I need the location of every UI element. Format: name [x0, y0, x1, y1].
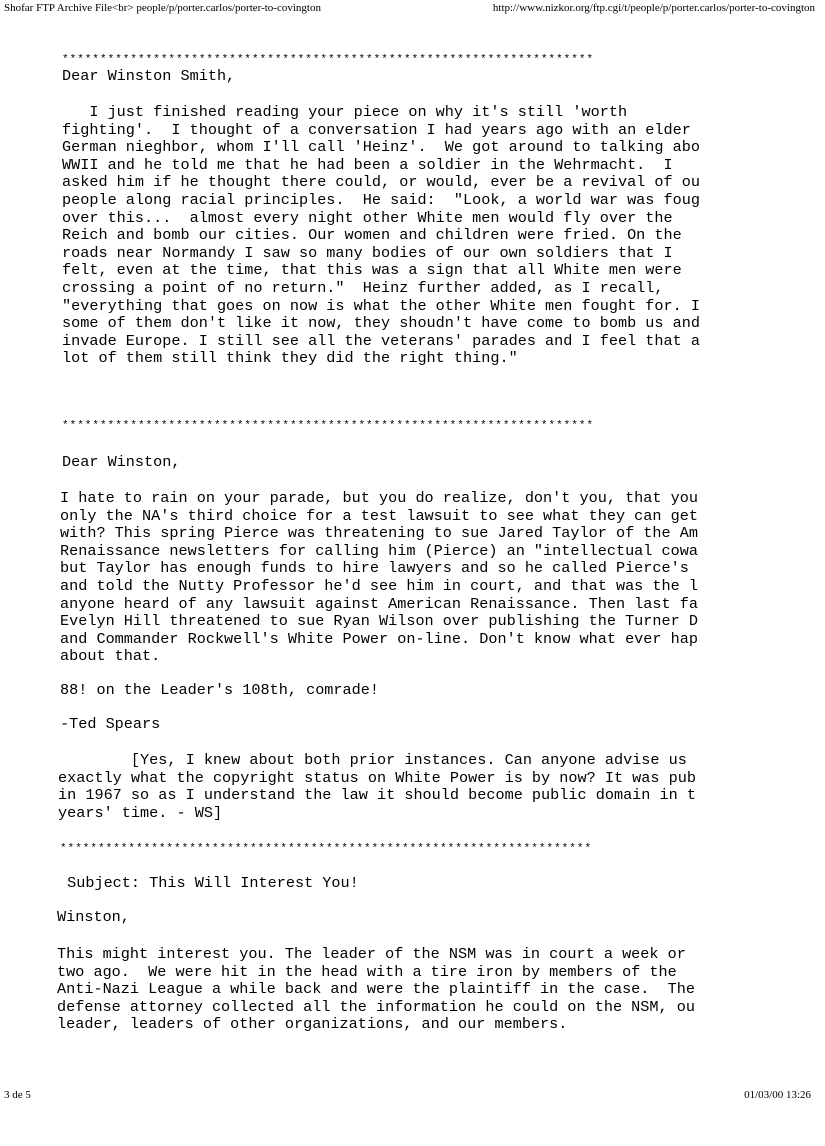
letter1-line: invade Europe. I still see all the veterans' parades and I feel that a: [62, 331, 700, 350]
letter1-line: asked him if he thought there could, or would, ever be a revival of ou: [62, 173, 700, 192]
letter2-line: and Commander Rockwell's White Power on-line. Don't know what ever hap: [60, 629, 698, 648]
letter1-line: fighting'. I thought of a conversation I had years ago with an elder: [62, 120, 691, 139]
header-url: http://www.nizkor.org/ftp.cgi/t/people/p/porter.carlos/porter-to-covington: [492, 2, 815, 14]
letter1-body: [62, 104, 700, 368]
letter2-line: about that.: [60, 647, 161, 666]
letter1-line: "everything that goes on now is what the other White men fought for. I: [62, 296, 700, 315]
letter1-salutation: Dear Winston Smith,: [62, 67, 236, 85]
letter2-line: anyone heard of any lawsuit against American Renaissance. Then last fa: [60, 594, 698, 613]
letter2-reply-line: [Yes, I knew about both prior instances. Can anyone advise us: [58, 751, 687, 769]
letter1-line: German nieghbor, whom I'll call 'Heinz'. We got around to talking abo: [62, 138, 700, 157]
letter3-line: defense attorney collected all the information he could on the NSM, ou: [57, 997, 695, 1016]
separator-2: **********************************************************************: [62, 420, 595, 432]
separator-1: **********************************************************************: [62, 54, 595, 66]
letter3-subject: Subject: This Will Interest You!: [58, 874, 359, 892]
letter1-line: I just finished reading your piece on why it's still 'worth: [62, 103, 628, 121]
letter3-body: [57, 946, 695, 1034]
letter2-line: and told the Nutty Professor he'd see him in court, and that was the l: [60, 576, 698, 595]
letter2-line: I hate to rain on your parade, but you do realize, don't you, that you: [60, 489, 698, 507]
letter1-line: crossing a point of no return." Heinz further added, as I recall,: [62, 278, 664, 297]
letter3-salutation: Winston,: [57, 908, 130, 926]
letter2-closing: 88! on the Leader's 108th, comrade!: [60, 681, 379, 699]
letter1-line: some of them don't like it now, they shoudn't have come to bomb us and: [62, 314, 700, 333]
letter2-reply-line: years' time. - WS]: [58, 803, 223, 822]
letter2-body: [60, 490, 698, 666]
letter1-line: people along racial principles. He said: "Look, a world war was foug: [62, 190, 700, 209]
letter2-reply-line: exactly what the copyright status on White Power is by now? It was pub: [58, 768, 696, 787]
letter3-line: Anti-Nazi League a while back and were the plaintiff in the case. The: [57, 980, 695, 999]
letter2-reply-line: in 1967 so as I understand the law it should become public domain in t: [58, 786, 696, 805]
footer-date: 01/03/00 13:26: [744, 1089, 811, 1101]
letter2-line: only the NA's third choice for a test lawsuit to see what they can get: [60, 506, 698, 525]
letter1-line: Reich and bomb our cities. Our women and children were fried. On the: [62, 226, 682, 245]
letter2-signature: -Ted Spears: [60, 715, 161, 733]
footer-page-number: 3 de 5: [4, 1089, 31, 1101]
letter1-line: lot of them still think they did the right thing.": [62, 349, 518, 368]
letter3-line: two ago. We were hit in the head with a tire iron by members of the: [57, 962, 677, 981]
letter1-line: over this... almost every night other White men would fly over the: [62, 208, 673, 227]
letter3-line: leader, leaders of other organizations, and our members.: [57, 1015, 568, 1034]
letter2-salutation: Dear Winston,: [62, 453, 181, 471]
letter1-line: WWII and he told me that he had been a soldier in the Wehrmacht. I: [62, 155, 673, 174]
letter2-line: but Taylor has enough funds to hire lawyers and so he called Pierce's: [60, 559, 689, 578]
letter3-line: This might interest you. The leader of the NSM was in court a week or: [57, 945, 686, 963]
separator-3: **********************************************************************: [60, 843, 593, 855]
header-title: Shofar FTP Archive File<br> people/p/porter.carlos/porter-to-covington: [4, 2, 321, 14]
letter1-line: felt, even at the time, that this was a sign that all White men were: [62, 261, 682, 280]
letter2-line: with? This spring Pierce was threatening to sue Jared Taylor of the Am: [60, 524, 698, 543]
letter2-line: Renaissance newsletters for calling him (Pierce) an "intellectual cowa: [60, 541, 698, 560]
letter1-line: roads near Normandy I saw so many bodies of our own soldiers that I: [62, 243, 673, 262]
letter2-line: Evelyn Hill threatened to sue Ryan Wilson over publishing the Turner D: [60, 612, 698, 631]
letter2-reply: [58, 752, 696, 822]
